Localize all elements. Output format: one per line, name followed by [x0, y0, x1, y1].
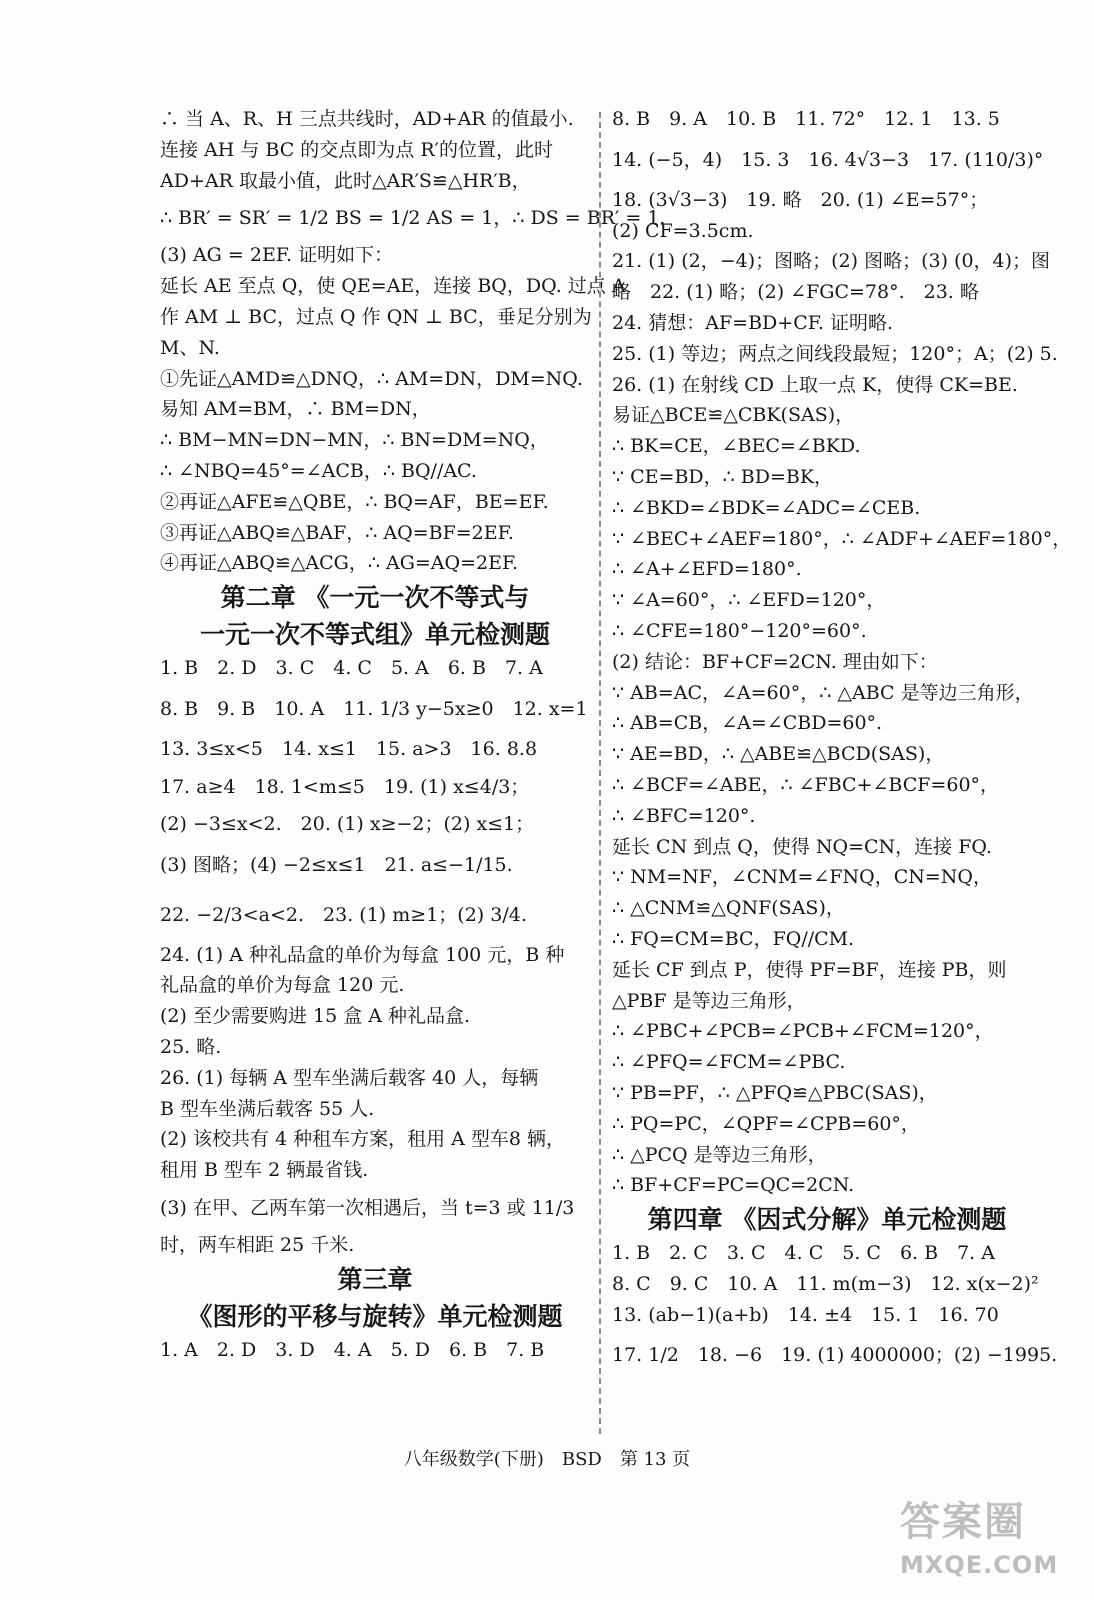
answer-line: ②再证△AFE≌△QBE，∴ BQ=AF，BE=EF.: [160, 490, 549, 513]
answer-line: (2) −3≤x<2. 20. (1) x≥−2；(2) x≤1；: [160, 812, 535, 835]
answer-line: ∴ BF+CF=PC=QC=2CN.: [612, 1174, 855, 1197]
left-column: [160, 104, 666, 1366]
answer-line: ∵ PB=PF，∴ △PFQ≌△PBC(SAS)，: [612, 1081, 938, 1104]
answer-line: 26. (1) 每辆 A 型车坐满后载客 40 人，每辆: [160, 1066, 539, 1089]
answer-line: ∴ 当 A、R、H 三点共线时，AD+AR 的值最小.: [160, 108, 574, 130]
answer-line: 礼品盒的单价为每盒 120 元.: [160, 974, 405, 997]
answer-line: 1. B 2. C 3. C 4. C 5. C 6. B 7. A: [612, 1242, 995, 1265]
answer-line: ∴ ∠PFQ=∠FCM=∠PBC.: [612, 1051, 846, 1074]
answer-line: 时，两车相距 25 千米.: [160, 1233, 355, 1256]
answer-line: 延长 AE 至点 Q，使 QE=AE，连接 BQ，DQ. 过点 A: [160, 275, 626, 298]
watermark-logo-icon: 答案圈: [900, 1499, 1026, 1545]
answer-line: 18. (3√3−3) 19. 略 20. (1) ∠E=57°；: [612, 188, 989, 211]
answer-line: 延长 CN 到点 Q，使得 NQ=CN，连接 FQ.: [612, 835, 993, 858]
answer-line: 17. 1/2 18. −6 19. (1) 4000000；(2) −1995.: [612, 1344, 1058, 1367]
answer-line: 连接 AH 与 BC 的交点即为点 R′的位置，此时: [160, 138, 553, 161]
answer-line: 25. (1) 等边；两点之间线段最短；120°；A；(2) 5.: [612, 342, 1058, 365]
answer-line: ∵ AB=AC，∠A=60°，∴ △ABC 是等边三角形，: [612, 681, 1034, 704]
answer-line: ∴ ∠BFC=120°.: [612, 804, 756, 827]
answer-line: (2) CF=3.5cm.: [612, 219, 754, 242]
column-divider: [599, 112, 601, 1434]
section-heading: 《图形的平移与旋转》单元检测题: [187, 1301, 563, 1331]
answer-line: (2) 结论：BF+CF=2CN. 理由如下：: [612, 650, 938, 673]
answer-line: B 型车坐满后载客 55 人.: [160, 1097, 375, 1120]
answer-line: ∵ AE=BD，∴ △ABE≌△BCD(SAS)，: [612, 743, 945, 766]
answer-line: AD+AR 取最小值，此时△AR′S≌△HR′B，: [160, 169, 531, 192]
answer-line: 1. A 2. D 3. D 4. A 5. D 6. B 7. B: [160, 1338, 545, 1361]
answer-line: ③再证△ABQ≌△BAF，∴ AQ=BF=2EF.: [160, 521, 514, 544]
answer-line: ∴ △PCQ 是等边三角形，: [612, 1143, 827, 1166]
answer-line: (3) 图略；(4) −2≤x≤1 21. a≤−1/15.: [160, 853, 513, 876]
answer-line: (3) AG = 2EF. 证明如下：: [160, 244, 394, 267]
answer-line: ∵ ∠BEC+∠AEF=180°，∴ ∠ADF+∠AEF=180°，: [612, 527, 1072, 550]
answer-line: ∴ FQ=CM=BC，FQ//CM.: [612, 927, 855, 950]
answer-line: 24. (1) A 种礼品盒的单价为每盒 100 元，B 种: [160, 943, 565, 966]
answer-line: 8. C 9. C 10. A 11. m(m−3) 12. x(x−2)²: [612, 1272, 1039, 1295]
answer-line: 26. (1) 在射线 CD 上取一点 K，使得 CK=BE.: [612, 373, 1018, 396]
answer-line: ∴ PQ=PC，∠QPF=∠CPB=60°，: [612, 1112, 920, 1135]
answer-line: 22. −2/3<a<2. 23. (1) m≥1；(2) 3/4.: [160, 903, 527, 926]
answer-line: ∴ ∠CFE=180°−120°=60°.: [612, 619, 867, 642]
watermark-site: MXQE.COM: [900, 1551, 1059, 1579]
answer-line: ①先证△AMD≌△DNQ，∴ AM=DN，DM=NQ.: [160, 367, 583, 390]
answer-line: M、N.: [160, 336, 220, 359]
answer-line: ∴ AB=CB，∠A=∠CBD=60°.: [612, 712, 883, 735]
answer-line: △PBF 是等边三角形，: [612, 989, 806, 1012]
answer-line: 8. B 9. B 10. A 11. 1/3 y−5x≥0 12. x=1: [160, 697, 588, 720]
answer-line: 21. (1) (2，−4)；图略；(2) 图略；(3) (0，4)；图: [612, 250, 1051, 273]
answer-line: 作 AM ⊥ BC，过点 Q 作 QN ⊥ BC，垂足分别为: [160, 305, 592, 328]
answer-line: 易知 AM=BM，∴ BM=DN，: [160, 398, 431, 421]
answer-line: 13. 3≤x<5 14. x≤1 15. a>3 16. 8.8: [160, 737, 538, 760]
answer-line: ∴ ∠NBQ=45°=∠ACB，∴ BQ//AC.: [160, 459, 477, 482]
answer-line: ∵ NM=NF，∠CNM=∠FNQ，CN=NQ，: [612, 866, 992, 889]
answer-line: 25. 略.: [160, 1035, 222, 1058]
answer-line: ∴ BM−MN=DN−MN，∴ BN=DM=NQ，: [160, 429, 549, 452]
page-footer: 八年级数学(下册) BSD 第 13 页: [403, 1449, 691, 1470]
answer-line: 8. B 9. A 10. B 11. 72° 12. 1 13. 5: [612, 108, 1000, 130]
answer-line: 1. B 2. D 3. C 4. C 5. A 6. B 7. A: [160, 657, 543, 680]
answer-line: (3) 在甲、乙两车第一次相遇后，当 t=3 或 11/3: [160, 1196, 575, 1219]
answer-line: ∴ ∠BCF=∠ABE，∴ ∠FBC+∠BCF=60°，: [612, 773, 1000, 796]
right-column: [612, 104, 1072, 1380]
answer-line: ∴ BR′ = SR′ = 1/2 BS = 1/2 AS = 1，∴ DS = BR′ = 1.: [160, 207, 666, 230]
section-heading: 第三章: [337, 1264, 413, 1294]
answer-line: 易证△BCE≌△CBK(SAS)，: [612, 404, 855, 427]
section-heading: 第四章 《因式分解》单元检测题: [647, 1205, 1007, 1235]
answer-line: 17. a≥4 18. 1<m≤5 19. (1) x≤4/3；: [160, 775, 530, 798]
answer-line: ∴ △CNM≌△QNF(SAS)，: [612, 897, 845, 920]
answer-line: 延长 CF 到点 P，使得 PF=BF，连接 PB，则: [612, 958, 1007, 981]
answer-line: (2) 该校共有 4 种租车方案，租用 A 型车8 辆，: [160, 1128, 566, 1151]
answer-line: 略 22. (1) 略；(2) ∠FGC=78°. 23. 略: [612, 281, 979, 304]
watermark: [900, 1490, 1060, 1590]
answer-line: ④再证△ABQ≌△ACG，∴ AG=AQ=2EF.: [160, 552, 519, 575]
answer-line: 14. (−5，4) 15. 3 16. 4√3−3 17. (110/3)°: [612, 148, 1044, 171]
answer-line: (2) 至少需要购进 15 盒 A 种礼品盒.: [160, 1005, 471, 1028]
answer-line: ∴ ∠PBC+∠PCB=∠PCB+∠FCM=120°，: [612, 1020, 994, 1043]
answer-line: ∴ ∠BKD=∠BDK=∠ADC=∠CEB.: [612, 496, 921, 519]
answer-line: 13. (ab−1)(a+b) 14. ±4 15. 1 16. 70: [612, 1303, 999, 1326]
answer-line: 租用 B 型车 2 辆最省钱.: [160, 1159, 369, 1182]
section-heading: 第二章 《一元一次不等式与: [220, 583, 530, 613]
section-heading: 一元一次不等式组》单元检测题: [199, 620, 550, 650]
answer-line: ∵ CE=BD，∴ BD=BK，: [612, 465, 834, 488]
answer-line: 24. 猜想：AF=BD+CF. 证明略.: [612, 311, 894, 334]
answer-line: ∴ BK=CE，∠BEC=∠BKD.: [612, 435, 861, 458]
answer-line: ∴ ∠A+∠EFD=180°.: [612, 558, 802, 581]
answer-line: ∵ ∠A=60°，∴ ∠EFD=120°，: [612, 589, 886, 612]
